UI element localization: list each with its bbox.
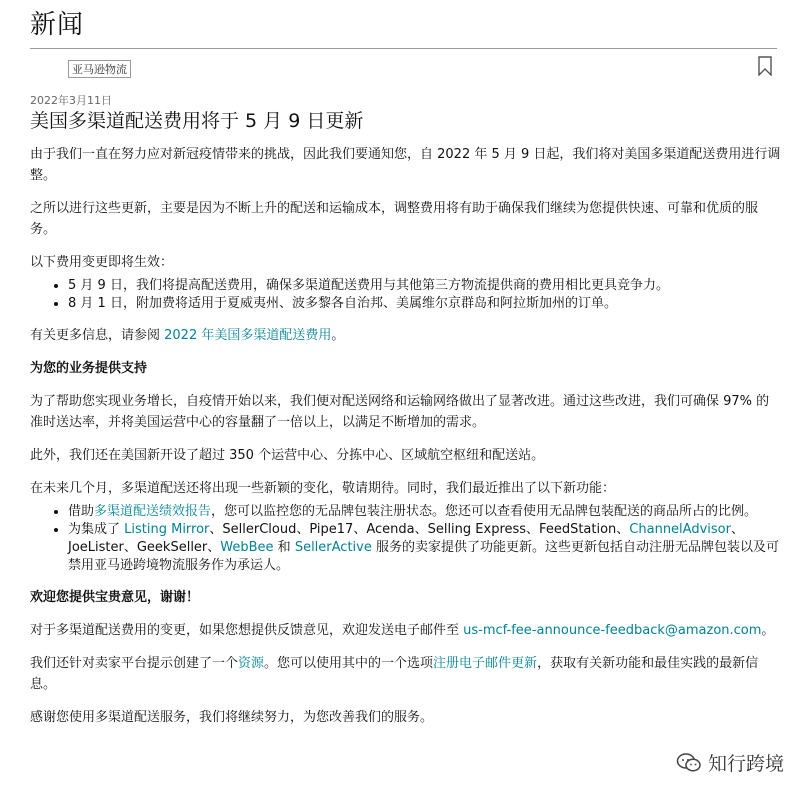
growth-paragraph: 为了帮助您实现业务增长，自疫情开始以来，我们便对配送网络和运输网络做出了显著改进。通过这些改进，我们可确保 97% 的准时送达率，并将美国运营中心的容量翻了一倍以上，以满足不断增加的需求。 (30, 394, 770, 430)
features-intro: 在未来几个月，多渠道配送还将出现一些新颖的变化，敬请期待。同时，我们最近推出了以下新功能： (30, 481, 616, 496)
more-info-paragraph: 有关更多信息，请参阅 2022 年美国多渠道配送费用。 (30, 328, 345, 343)
listing-mirror-link[interactable]: Listing Mirror (124, 522, 210, 537)
feedback-paragraph: 对于多渠道配送费用的变更，如果您想提供反馈意见，欢迎发送电子邮件至 us-mcf-fee-announce-feedback@amazon.com。 (30, 623, 775, 638)
feedback-heading: 欢迎您提供宝贵意见，谢谢！ (30, 590, 200, 605)
list-item: • 为集成了 Listing Mirror、SellerCloud、Pipe17、Acenda、Selling Express、FeedStation、ChannelAdvisor、JoeLister、GeekSeller、WebBee 和 SellerActive 服务的卖家提供了功能更新。这些更新包括自动注册无品牌包装以及可禁用亚马逊跨境物流服务作为承运人。 (68, 521, 782, 575)
watermark (676, 749, 784, 776)
fee-link[interactable]: 2022 年美国多渠道配送费用 (164, 328, 332, 343)
article-headline: 美国多渠道配送费用将于 5 月 9 日更新 (30, 110, 364, 132)
selleractive-link[interactable]: SellerActive (294, 540, 372, 555)
support-heading: 为您的业务提供支持 (30, 361, 148, 376)
changes-intro: 以下费用变更即将生效： (30, 255, 174, 270)
fee-changes-list (30, 277, 782, 313)
list-item: • 借助多渠道配送绩效报告，您可以监控您的无品牌包装注册状态。您还可以查看使用无品牌包装配送的商品所占的比例。 (68, 503, 782, 521)
article-body (30, 144, 782, 740)
list-item: • 5 月 9 日，我们将提高配送费用，确保多渠道配送费用与其他第三方物流提供商的费用相比更具竞争力。 (68, 277, 782, 295)
resource-link[interactable]: 资源 (238, 656, 265, 671)
watermark-text: 知行跨境 (708, 753, 785, 775)
email-signup-link[interactable]: 注册电子邮件更新 (433, 656, 538, 671)
features-list (30, 503, 782, 575)
intro-paragraph: 由于我们一直在努力应对新冠疫情带来的挑战，因此我们要通知您，自 2022 年 5 月 9 日起，我们将对美国多渠道配送费用进行调整。 (30, 147, 781, 183)
reason-paragraph: 之所以进行这些更新，主要是因为不断上升的配送和运输成本，调整费用将有助于确保我们继续为您提供快速、可靠和优质的服务。 (30, 201, 759, 237)
article-date: 2022年3月11日 (30, 94, 112, 107)
resources-paragraph: 我们还针对卖家平台提示创建了一个资源。您可以使用其中的一个选项注册电子邮件更新，获取有关新功能和最佳实践的最新信息。 (30, 656, 759, 692)
performance-report-link[interactable]: 多渠道配送绩效报告 (94, 504, 212, 519)
category-tag[interactable]: 亚马逊物流 (68, 60, 131, 78)
title-divider (30, 48, 777, 49)
feedback-email-link[interactable]: us-mcf-fee-announce-feedback@amazon.com (463, 623, 762, 638)
bookmark-icon[interactable] (757, 56, 773, 76)
wechat-icon (676, 752, 702, 774)
channeladvisor-link[interactable]: ChannelAdvisor (629, 522, 731, 537)
webbee-link[interactable]: WebBee (220, 540, 274, 555)
thanks-paragraph: 感谢您使用多渠道配送服务，我们将继续努力，为您改善我们的服务。 (30, 710, 434, 725)
expansion-paragraph: 此外，我们还在美国新开设了超过 350 个运营中心、分拣中心、区域航空枢纽和配送站。 (30, 448, 545, 463)
list-item: • 8 月 1 日，附加费将适用于夏威夷州、波多黎各自治邦、美属维尔京群岛和阿拉斯加州的订单。 (68, 295, 782, 313)
page-title: 新闻 (30, 10, 85, 40)
